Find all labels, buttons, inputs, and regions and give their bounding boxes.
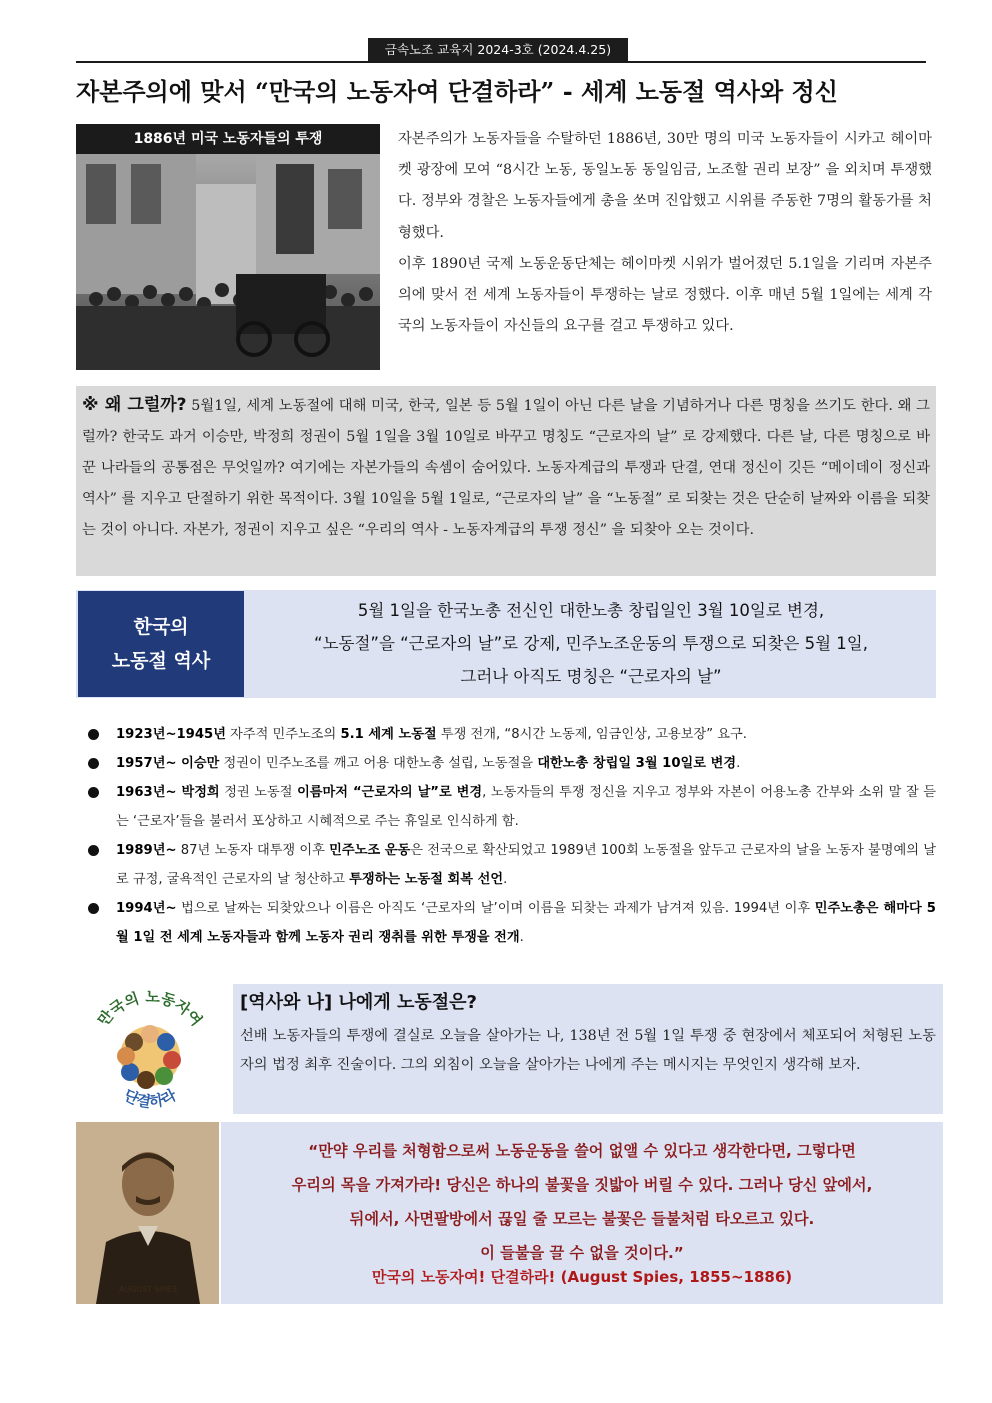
why-box — [76, 386, 936, 576]
bullet-icon — [88, 845, 99, 856]
issue-tag: 금속노조 교육지 2024-3호 (2024.4.25) — [368, 38, 628, 62]
svg-text:만국의 노동자여: 만국의 노동자여 — [94, 987, 206, 1030]
solidarity-logo-image — [84, 982, 216, 1112]
intro-paragraph-1: 자본주의가 노동자들을 수탈하던 1886년, 30만 명의 미국 노동자들이 시카고 헤이마켓 광장에 모여 “8시간 노동, 동일노동 동일임금, 노조할 권리 보장” 을 외치며 투쟁했다. 정부와 경찰은 노동자들에게 총을 쏘며 진압했고 시위를 주동한 7명의 활동가를 처형했다. — [398, 131, 932, 241]
quote-line2: 우리의 목을 가져가라! 당신은 하나의 불꽃을 짓밟아 버릴 수 있다. 그러나 당신 앞에서, — [291, 1176, 873, 1194]
svg-text:단결하라: 단결하라 — [120, 1085, 180, 1112]
intro-paragraph-2: 이후 1890년 국제 노동운동단체는 헤이마켓 시위가 벌어졌던 5.1일을 기리며 자본주의에 맞서 전 세계 노동자들이 투쟁하는 날로 정했다. 이후 매년 5월 1일에는 세계 각국의 노동자들이 자신들의 요구를 걸고 투쟁하고 있다. — [398, 255, 932, 335]
history-and-me-title: [역사와 나] 나에게 노동절은? — [240, 992, 477, 1013]
photo-caption: 1886년 미국 노동자들의 투쟁 — [76, 124, 380, 154]
bullet-icon — [88, 729, 99, 740]
history-label — [78, 591, 244, 697]
bullet-icon — [88, 787, 99, 798]
protest-photo-image — [76, 124, 380, 370]
quote-line4: 이 들불을 끌 수 없을 것이다.” — [480, 1244, 684, 1262]
top-rule — [76, 61, 926, 63]
quote-line3: 뒤에서, 사면팔방에서 끊일 줄 모르는 불꽃은 들불처럼 타오르고 있다. — [349, 1210, 815, 1228]
history-label-line2: 노동절 역사 — [111, 650, 211, 672]
quote-line1: “만약 우리를 처형함으로써 노동운동을 쓸어 없앨 수 있다고 생각한다면, 그렇다면 — [308, 1142, 856, 1160]
solidarity-logo — [84, 982, 216, 1112]
history-summary-line1: 5월 1일을 한국노총 전신인 대한노총 창립일인 3월 10일로 변경, — [357, 601, 825, 620]
page-title: 자본주의에 맞서 “만국의 노동자여 단결하라” - 세계 노동절 역사와 정신 — [76, 77, 838, 106]
timeline-item: 1994년~ 법으로 날짜는 되찾았으나 이름은 아직도 ‘근로자의 날’이며 이름을 되찾는 과제가 남겨져 있음. 1994년 이후 민주노총은 해마다 5월 1일 전 세계 노동자들과 함께 노동자 권리 쟁취를 위한 투쟁을 전개. — [88, 894, 936, 952]
quote-signature: 만국의 노동자여! 단결하라! (August Spies, 1855~1886) — [371, 1268, 793, 1286]
quote-text — [221, 1134, 943, 1270]
why-body: 5월1일, 세계 노동절에 대해 미국, 한국, 일본 등 5월 1일이 아닌 다른 날을 기념하거나 다른 명칭을 쓰기도 한다. 왜 그럴까? 한국도 과거 이승만, 박정희 정권이 5월 1일을 3월 10일로 바꾸고 명칭도 “근로자의 날” 로 강제했다. 다른 날, 다른 명칭으로 바꾼 나라들의 공통점은 무엇일까? 여기에는 자본가들의 속셈이 숨어있다. 노동자계급의 투쟁과 단결, 연대 정신이 깃든 “메이데이 정신과 역사” 를 지우고 단절하기 위한 목적이다. 3월 10일을 5월 1일로, “근로자의 날” 을 “노동절” 로 되찾는 것은 단순히 날짜와 이름을 되찾는 것이 아니다. 자본가, 정권이 지우고 싶은 “우리의 역사 - 노동자계급의 투쟁 정신” 을 되찾아 오는 것이다. — [82, 398, 930, 538]
why-title: ※ 왜 그럴까? — [82, 395, 187, 415]
history-and-me-text: 선배 노동자들의 투쟁에 결실로 오늘을 살아가는 나, 138년 전 5월 1일 투쟁 중 현장에서 체포되어 처형된 노동자의 법정 최후 진술이다. 그의 외침이 오늘을 살아가는 나에게 주는 메시지는 무엇인지 생각해 보자. — [240, 1028, 936, 1073]
timeline-item: 1923년~1945년 자주적 민주노조의 5.1 세계 노동절 투쟁 전개, “8시간 노동제, 임금인상, 고용보장” 요구. — [88, 720, 936, 749]
portrait-image — [76, 1122, 219, 1304]
history-summary — [246, 594, 936, 693]
timeline-item: 1963년~ 박정희 정권 노동절 이름마저 “근로자의 날”로 변경, 노동자들의 투쟁 정신을 지우고 정부와 자본이 어용노총 간부와 소위 말 잘 듣는 ‘근로자’들을 불러서 포상하고 시혜적으로 주는 휴일로 인식하게 함. — [88, 778, 936, 836]
bullet-icon — [88, 758, 99, 769]
august-spies-portrait — [76, 1122, 219, 1304]
bullet-icon — [88, 903, 99, 914]
timeline-item: 1989년~ 87년 노동자 대투쟁 이후 민주노조 운동은 전국으로 확산되었고 1989년 100회 노동절을 앞두고 근로자의 날을 노동자 불명예의 날로 규정, 굴욕적인 근로자의 날 청산하고 투쟁하는 노동절 회복 선언. — [88, 836, 936, 894]
portrait-caption: AUGUST SPIES — [118, 1285, 178, 1294]
history-summary-line3: 그러나 아직도 명칭은 “근로자의 날” — [460, 667, 722, 686]
history-label-line1: 한국의 — [133, 616, 189, 638]
timeline-item: 1957년~ 이승만 정권이 민주노조를 깨고 어용 대한노총 설립, 노동절을 대한노총 창립일 3월 10일로 변경. — [88, 749, 936, 778]
timeline-list — [88, 720, 936, 952]
protest-photo — [76, 124, 380, 370]
intro-text — [398, 124, 932, 342]
history-summary-line2: “노동절”을 “근로자의 날”로 강제, 민주노조운동의 투쟁으로 되찾은 5월 1일, — [314, 634, 868, 653]
